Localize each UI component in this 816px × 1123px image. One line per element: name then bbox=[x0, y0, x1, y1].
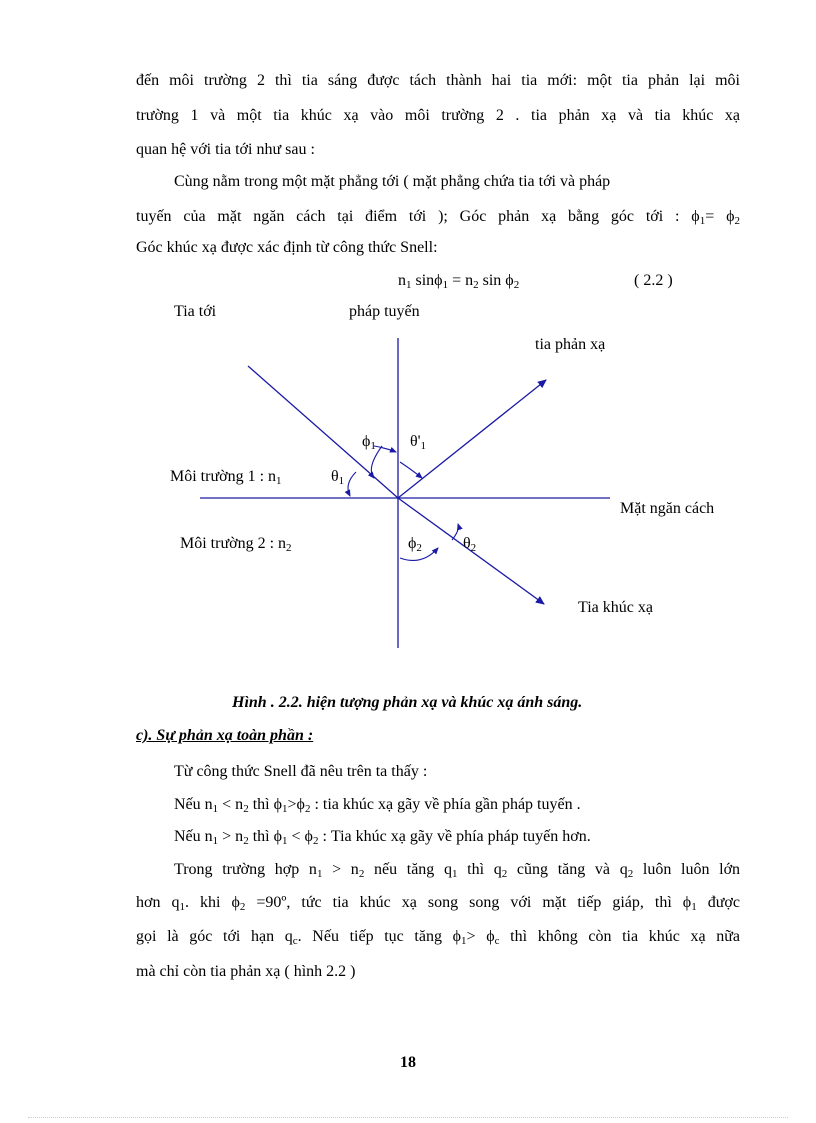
plane-line-2-eq: = ϕ bbox=[705, 208, 735, 225]
t: . khi ϕ bbox=[184, 894, 240, 911]
total-line-1 bbox=[174, 860, 740, 880]
t: > ϕ bbox=[466, 928, 495, 945]
t: Nếu n bbox=[174, 828, 213, 845]
sub: 2 bbox=[358, 868, 365, 880]
sub: 2 bbox=[243, 835, 249, 847]
label-theta1-prime bbox=[410, 432, 426, 452]
sub: 1 bbox=[276, 475, 282, 487]
page-border bbox=[28, 1117, 788, 1118]
t: : tia khúc xạ gãy về phía gần pháp tuyến . bbox=[310, 796, 581, 813]
sub: 1 bbox=[212, 803, 219, 815]
t: =90º, tức tia khúc xạ song song với mặt tiếp giáp, thì ϕ bbox=[245, 894, 692, 911]
sub: 1 bbox=[691, 901, 697, 913]
snell-intro: Từ công thức Snell đã nêu trên ta thấy : bbox=[174, 763, 428, 780]
phi: ϕ bbox=[362, 433, 371, 450]
sub: 2 bbox=[243, 803, 249, 815]
sub: c bbox=[292, 935, 298, 947]
case-2 bbox=[174, 827, 591, 847]
label-phi1 bbox=[362, 432, 376, 452]
t: luôn luôn lớn bbox=[633, 861, 741, 878]
total-line-4: mà chỉ còn tia phản xạ ( hình 2.2 ) bbox=[136, 963, 356, 980]
total-line-3 bbox=[136, 927, 740, 947]
phi: ϕ bbox=[408, 535, 417, 552]
sub: 2 bbox=[734, 215, 740, 227]
t: hơn q bbox=[136, 894, 180, 911]
plane-line-2-text: tuyến của mặt ngăn cách tại điểm tới ); Góc phản xạ bằng góc tới : ϕ bbox=[136, 208, 700, 225]
t: > n bbox=[218, 828, 244, 845]
label-medium-2 bbox=[180, 534, 292, 554]
t: Trong trường hợp n bbox=[174, 861, 317, 878]
theta1-arc bbox=[348, 472, 356, 496]
eq-n1: n bbox=[398, 272, 406, 289]
sub: 1 bbox=[179, 901, 185, 913]
sub: 2 bbox=[501, 868, 508, 880]
sub: 2 bbox=[239, 901, 246, 913]
t: < n bbox=[218, 796, 244, 813]
sub: 1 bbox=[420, 440, 427, 452]
section-title: c). Sự phản xạ toàn phần : bbox=[136, 727, 314, 744]
medium1-text: Môi trường 1 : n bbox=[170, 468, 277, 485]
plane-line-3: Góc khúc xạ được xác định từ công thức Snell: bbox=[136, 239, 438, 256]
page-number: 18 bbox=[400, 1054, 416, 1071]
t: : Tia khúc xạ gãy về phía pháp tuyến hơn. bbox=[318, 828, 591, 845]
label-normal: pháp tuyến bbox=[349, 303, 420, 320]
label-incident-ray: Tia tới bbox=[174, 303, 217, 320]
intro-line-2: trường 1 và một tia khúc xạ vào môi trường 2 . tia phản xạ và tia khúc xạ bbox=[136, 107, 740, 124]
sub: 1 bbox=[461, 935, 467, 947]
t: nếu tăng q bbox=[364, 861, 452, 878]
label-medium-1 bbox=[170, 467, 282, 487]
t: được bbox=[696, 894, 740, 911]
intro-line-3: quan hệ với tia tới như sau : bbox=[136, 141, 315, 158]
label-reflected-ray: tia phản xạ bbox=[535, 336, 606, 353]
sub: 1 bbox=[699, 215, 706, 227]
t: Nếu n bbox=[174, 796, 213, 813]
medium2-text: Môi trường 2 : n bbox=[180, 535, 287, 552]
t: . Nếu tiếp tục tăng ϕ bbox=[297, 928, 462, 945]
sub: 1 bbox=[442, 279, 449, 291]
sub: 1 bbox=[212, 835, 219, 847]
plane-line-1: Cùng nằm trong một mặt phẳng tới ( mặt phẳng chứa tia tới và pháp bbox=[174, 173, 611, 190]
figure-caption: Hình . 2.2. hiện tượng phản xạ và khúc xạ ánh sáng. bbox=[232, 694, 583, 711]
theta: θ bbox=[331, 468, 339, 485]
t: thì không còn tia khúc xạ nữa bbox=[499, 928, 740, 945]
total-line-2 bbox=[136, 893, 740, 913]
theta1-prime-arc bbox=[400, 462, 422, 478]
sub: 2 bbox=[304, 803, 311, 815]
sub: c bbox=[494, 935, 500, 947]
t: >ϕ bbox=[287, 796, 305, 813]
case-1 bbox=[174, 795, 581, 815]
t: thì ϕ bbox=[248, 796, 282, 813]
sub: 1 bbox=[316, 868, 323, 880]
sub: 1 bbox=[338, 475, 345, 487]
t: thì ϕ bbox=[248, 828, 282, 845]
sub: 2 bbox=[470, 542, 477, 554]
label-theta2 bbox=[463, 534, 476, 554]
t: < ϕ bbox=[287, 828, 313, 845]
sub: 2 bbox=[473, 279, 479, 291]
intro-line-1: đến môi trường 2 thì tia sáng được tách thành hai tia mới: một tia phản lại môi bbox=[136, 72, 740, 89]
sub: 1 bbox=[406, 279, 412, 291]
sub: 1 bbox=[370, 440, 376, 452]
sub: 2 bbox=[513, 279, 520, 291]
phi1-arc bbox=[374, 446, 396, 452]
label-phi2 bbox=[408, 534, 422, 554]
label-refracted-ray: Tia khúc xạ bbox=[578, 599, 653, 616]
t: thì q bbox=[457, 861, 502, 878]
t: gọi là góc tới hạn q bbox=[136, 928, 293, 945]
t: cũng tăng và q bbox=[507, 861, 628, 878]
label-interface: Mặt ngăn cách bbox=[620, 500, 715, 517]
sub: 2 bbox=[312, 835, 319, 847]
sub: 1 bbox=[452, 868, 458, 880]
eq-n2: = n bbox=[448, 272, 474, 289]
label-theta1 bbox=[331, 467, 344, 487]
sub: 1 bbox=[282, 835, 288, 847]
theta-prime: θ' bbox=[410, 433, 421, 450]
sub: 2 bbox=[416, 542, 422, 554]
equation-number: ( 2.2 ) bbox=[634, 272, 673, 289]
theta: θ bbox=[463, 535, 471, 552]
sub: 2 bbox=[286, 542, 292, 554]
sub: 1 bbox=[282, 803, 288, 815]
eq-sin2: sin ϕ bbox=[478, 272, 514, 289]
sub: 2 bbox=[627, 868, 634, 880]
eq-sin1: sinϕ bbox=[415, 272, 443, 289]
t: > n bbox=[322, 861, 359, 878]
